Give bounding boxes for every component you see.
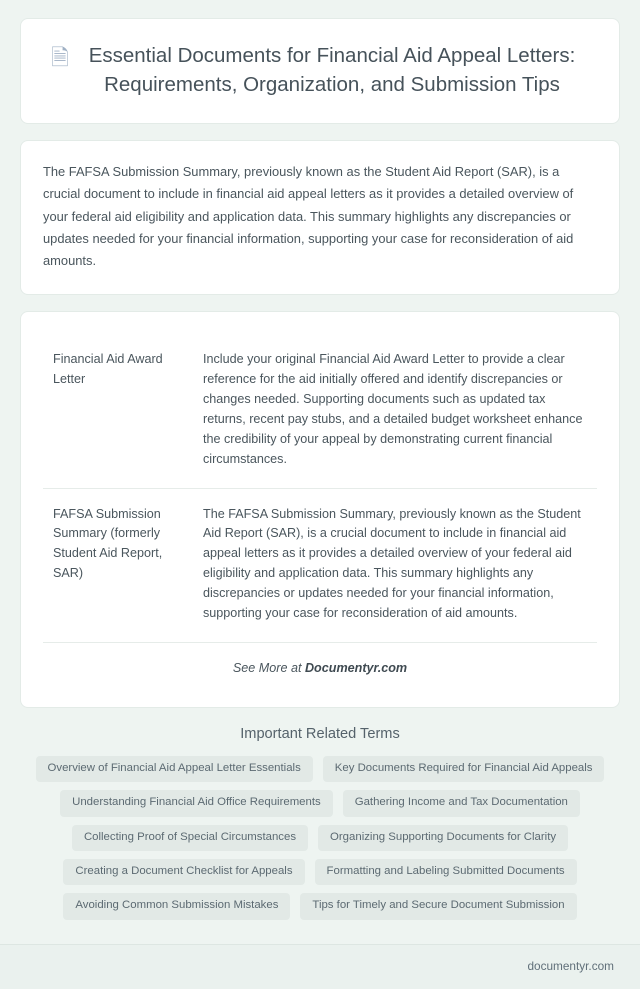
table-row [43,334,597,488]
related-term-chip[interactable]: Organizing Supporting Documents for Clarity [318,825,568,851]
table-cell-description: The FAFSA Submission Summary, previously known as the Student Aid Report (SAR), is a crucial document to include in financial aid appeal letters as it provides a detailed overview of your federal aid eligibility and application data. This summary highlights any discrepancies or updates needed for your financial information, supporting your case for reconsideration of aid amounts. [193,488,597,642]
related-term-chip[interactable]: Gathering Income and Tax Documentation [343,790,580,816]
table-cell-description: Include your original Financial Aid Award Letter to provide a clear reference for the aid initially offered and identify discrepancies or changes needed. Supporting documents such as updated tax returns, recent pay stubs, and a detailed budget worksheet enhance the credibility of your appeal by demonstrating current financial circumstances. [203,352,583,466]
related-term-chip[interactable]: Overview of Financial Aid Appeal Letter Essentials [36,756,313,782]
see-more-link[interactable]: Documentyr.com [304,660,408,675]
related-term-chip[interactable]: Creating a Document Checklist for Appeals [63,859,304,885]
related-term-chip[interactable]: Avoiding Common Submission Mistakes [63,893,290,919]
related-term-chip[interactable]: Tips for Timely and Secure Document Submission [300,893,576,919]
documents-table [43,334,597,697]
page-title: Essential Documents for Financial Aid Appeal Letters: Requirements, Organization, and Submission Tips [88,44,576,97]
document-icon: 🗎 [51,45,69,70]
title-card [20,18,620,124]
related-term-chip[interactable]: Collecting Proof of Special Circumstances [72,825,308,851]
related-terms-heading: Important Related Terms [240,725,400,742]
related-term-chip[interactable]: Understanding Financial Aid Office Requirements [60,790,333,816]
related-terms-list [20,756,620,936]
related-term-chip[interactable]: Key Documents Required for Financial Aid Appeals [323,756,605,782]
documents-table-card [20,311,620,708]
table-cell-term: Financial Aid Award Letter [53,352,163,387]
table-row [43,488,597,642]
table-cell-term: FAFSA Submission Summary (formerly Student Aid Report, SAR) [43,488,193,642]
see-more-row [43,642,597,696]
intro-paragraph: The FAFSA Submission Summary, previously known as the Student Aid Report (SAR), is a crucial document to include in financial aid appeal letters as it provides a detailed overview of your federal aid eligibility and application data. This summary highlights any discrepancies or updates needed for your financial information, supporting your case for reconsideration of aid amounts. [43,164,574,268]
see-more-label: See More at [232,660,305,675]
footer-site-label: documentyr.com [527,958,614,973]
footer [0,944,640,989]
intro-card [20,140,620,295]
see-more-cell [43,642,597,696]
related-term-chip[interactable]: Formatting and Labeling Submitted Documents [315,859,577,885]
